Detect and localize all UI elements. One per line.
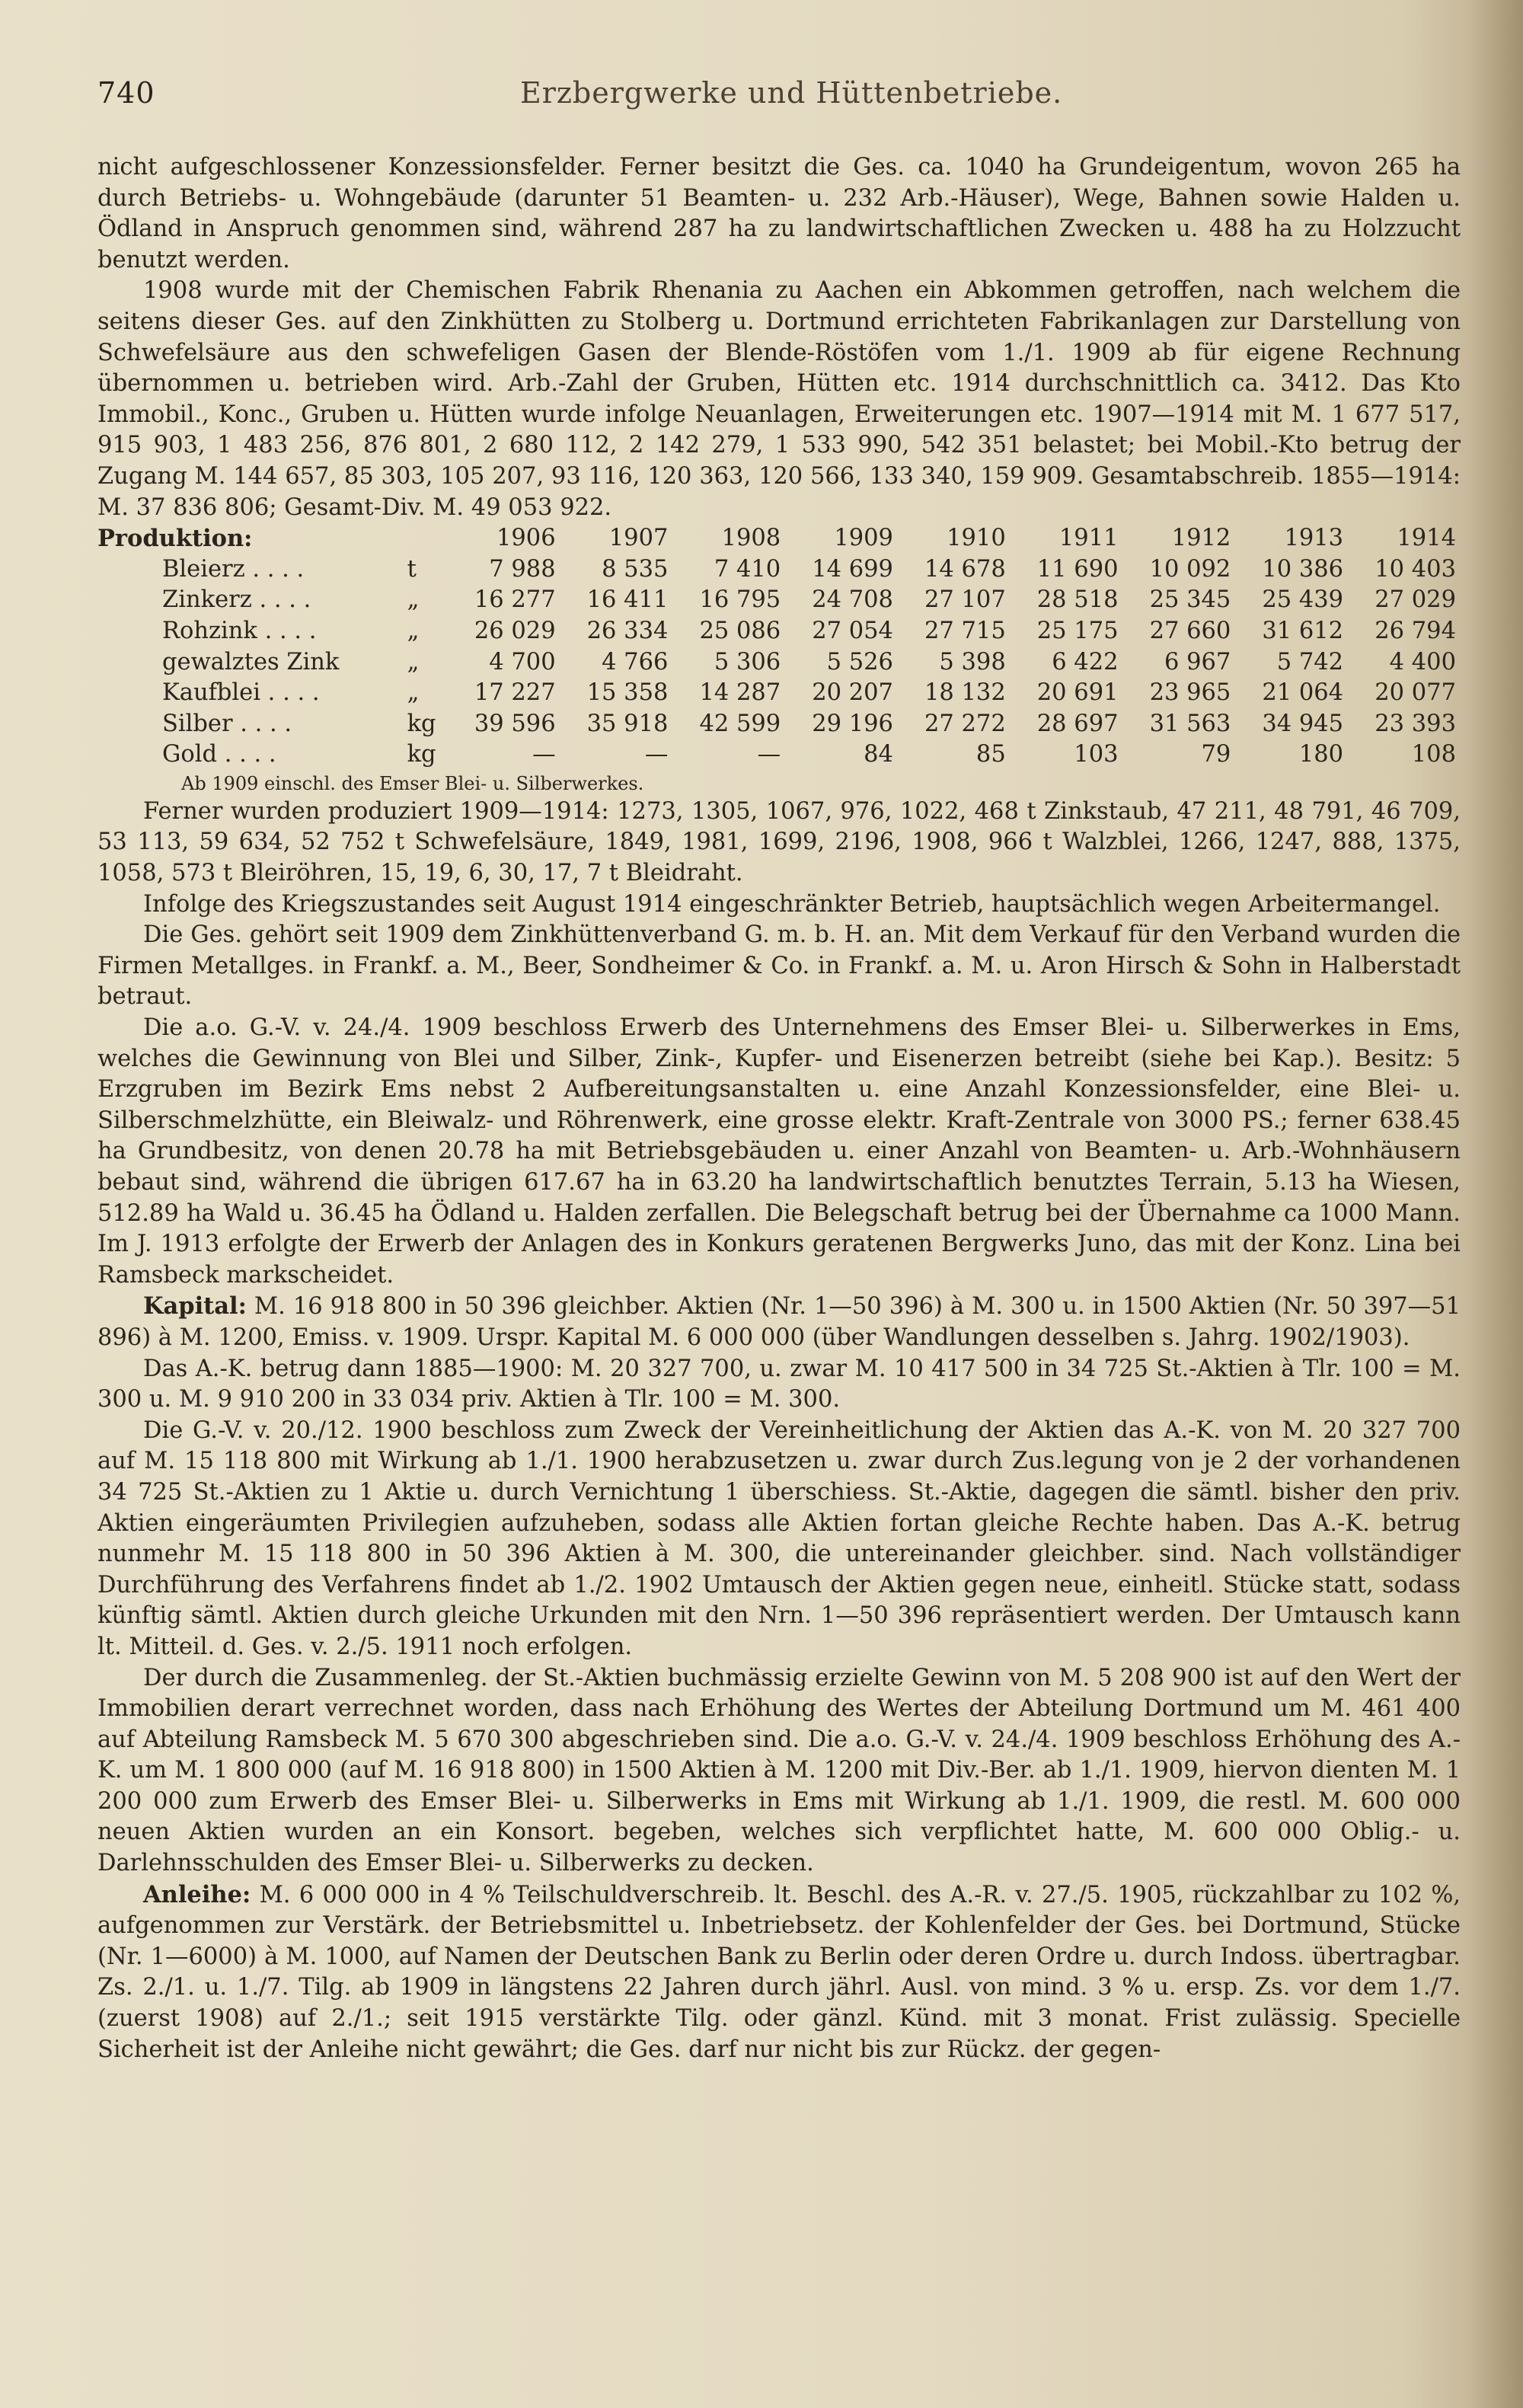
production-value: 25 345 <box>1149 586 1231 614</box>
production-value: 8 535 <box>602 555 669 583</box>
production-value: 26 029 <box>474 617 556 644</box>
production-row <box>97 709 1461 740</box>
paragraph-text: M. 16 918 800 in 50 396 gleichber. Aktien (Nr. 1—50 396) à M. 300 u. in 1500 Aktien (Nr. 50 397—51 896) à M. 1200, Emiss. v. 1909. Urspr. Kapital M. 6 000 000 (über Wandlungen desselben s. Jahrg. 1902/1903). <box>97 1293 1461 1351</box>
production-row <box>97 554 1461 586</box>
production-value: 27 272 <box>924 710 1006 737</box>
production-value: 28 518 <box>1036 586 1119 614</box>
product-unit: „ <box>407 586 420 614</box>
production-value: 103 <box>1074 741 1119 768</box>
year-header: 1914 <box>1397 525 1456 552</box>
paragraph <box>97 797 1461 889</box>
production-value: 16 277 <box>474 586 556 614</box>
product-unit: „ <box>407 648 420 675</box>
production-value: 6 967 <box>1164 648 1231 675</box>
product-name: Zinkerz . . . . <box>162 586 311 614</box>
production-value: — <box>644 741 669 768</box>
production-value: 21 064 <box>1262 679 1344 707</box>
paragraph-text: Die a.o. G.-V. v. 24./4. 1909 beschloss Erwerb des Unternehmens des Emser Blei- u. Silberwerkes in Ems, welches die Gewinnung von Blei und Silber, Zink-, Kupfer- und Eisenerzen betreibt (siehe bei Kap.). Besitz: 5 Erzgruben im Bezirk Ems nebst 2 Aufbereitungsanstalten u. eine Anzahl Konzessionsfelder, eine Blei- u. Silberschmelzhütte, ein Bleiwalz- und Röhrenwerk, eine grosse elektr. Kraft-Zentrale von 3000 PS.; ferner 638.45 ha Grundbesitz, von denen 20.78 ha mit Betriebsgebäuden u. einer Anzahl von Beamten- u. Arb.-Wohnhäusern bebaut sind, während die übrigen 617.67 ha in 63.20 ha landwirtschaftlich benutztes Terrain, 5.13 ha Wiesen, 512.89 ha Wald u. 36.45 ha Ödland u. Halden zerfallen. Die Belegschaft betrug bei der Übernahme ca 1000 Mann. Im J. 1913 erfolgte der Erwerb der Anlagen des in Konkurs geratenen Bergwerks Juno, das mit der Konz. Lina bei Ramsbeck markscheidet. <box>97 1014 1461 1289</box>
production-value: 26 794 <box>1375 617 1456 644</box>
production-value: 84 <box>864 741 893 768</box>
production-value: 27 715 <box>924 617 1006 644</box>
year-header: 1910 <box>947 525 1006 552</box>
production-value: 27 660 <box>1149 617 1231 644</box>
production-header-row <box>97 523 1461 554</box>
production-value: 35 918 <box>586 710 669 737</box>
production-value: — <box>757 741 781 768</box>
year-header: 1906 <box>496 525 556 552</box>
product-name: Gold . . . . <box>162 741 276 768</box>
production-value: 17 227 <box>474 679 556 707</box>
production-value: 5 526 <box>826 648 893 675</box>
production-value: 10 386 <box>1262 555 1344 583</box>
product-name: gewalztes Zink <box>162 648 340 675</box>
production-value: 4 766 <box>602 648 669 675</box>
production-value: 34 945 <box>1262 710 1344 737</box>
paragraph-text: Das A.-K. betrug dann 1885—1900: M. 20 327 700, u. zwar M. 10 417 500 in 34 725 St.-Aktien à Tlr. 100 = M. 300 u. M. 9 910 200 in 33 034 priv. Aktien à Tlr. 100 = M. 300. <box>97 1355 1461 1413</box>
production-value: 7 988 <box>489 555 556 583</box>
production-row <box>97 585 1461 616</box>
production-value: 5 742 <box>1276 648 1344 675</box>
production-value: 6 422 <box>1052 648 1119 675</box>
production-value: 5 398 <box>939 648 1006 675</box>
production-value: 108 <box>1411 741 1456 768</box>
production-value: 10 403 <box>1375 555 1456 583</box>
product-name: Bleierz . . . . <box>162 555 305 583</box>
production-value: 15 358 <box>586 679 669 707</box>
product-unit: „ <box>407 617 420 644</box>
production-value: 31 612 <box>1262 617 1344 644</box>
year-header: 1909 <box>834 525 893 552</box>
production-value: 27 107 <box>924 586 1006 614</box>
paragraph <box>97 1291 1461 1353</box>
paragraph-text: Der durch die Zusammenleg. der St.-Aktien buchmässig erzielte Gewinn von M. 5 208 900 ist auf den Wert der Immobilien derart verrechnet worden, dass nach Erhöhung des Wertes der Abteilung Dortmund um M. 461 400 auf Abteilung Ramsbeck M. 5 670 300 abgeschrieben sind. Die a.o. G.-V. v. 24./4. 1909 beschloss Erhöhung des A.-K. um M. 1 800 000 (auf M. 16 918 800) in 1500 Aktien à M. 1200 mit Div.-Ber. ab 1./1. 1909, hiervon dienten M. 1 200 000 zum Erwerb des Emser Blei- u. Silberwerks in Ems mit Wirkung ab 1./1. 1909, die restl. M. 600 000 neuen Aktien wurden an ein Konsort. begeben, welches sich verpflichtet hatte, M. 600 000 Oblig.- u. Darlehnsschulden des Emser Blei- u. Silberwerks zu decken. <box>97 1664 1461 1877</box>
paragraph <box>97 920 1461 1013</box>
production-value: 26 334 <box>586 617 669 644</box>
product-name: Silber . . . . <box>162 710 292 737</box>
production-value: 27 029 <box>1375 586 1456 614</box>
production-value: 23 965 <box>1149 679 1231 707</box>
paragraph <box>97 1663 1461 1879</box>
paragraph-text: Infolge des Kriegszustandes seit August 1914 eingeschränkter Betrieb, hauptsächlich wegen Arbeitermangel. <box>143 890 1441 918</box>
production-value: 16 795 <box>699 586 781 614</box>
production-value: 25 086 <box>699 617 781 644</box>
production-value: 18 132 <box>924 679 1006 707</box>
production-value: 79 <box>1201 741 1231 768</box>
production-value: 20 077 <box>1375 679 1456 707</box>
paragraph <box>97 1013 1461 1291</box>
paragraph <box>97 1416 1461 1663</box>
running-title: Erzbergwerke und Hüttenbetriebe. <box>520 76 1063 110</box>
production-value: 85 <box>975 741 1006 768</box>
paragraph <box>97 889 1461 921</box>
product-unit: „ <box>407 679 420 707</box>
paragraph-text: Die Ges. gehört seit 1909 dem Zinkhüttenverband G. m. b. H. an. Mit dem Verkauf für den Verband wurden die Firmen Metallges. in Frankf. a. M., Beer, Sondheimer & Co. in Frankf. a. M. u. Aron Hirsch & Sohn in Halberstadt betraut. <box>97 921 1461 1011</box>
product-name: Kaufblei . . . . <box>162 679 320 707</box>
production-value: 14 699 <box>812 555 893 583</box>
production-value: 4 700 <box>489 648 556 675</box>
production-value: 7 410 <box>714 555 781 583</box>
year-header: 1908 <box>721 525 781 552</box>
production-value: 29 196 <box>812 710 893 737</box>
production-row <box>97 647 1461 679</box>
production-value: 39 596 <box>474 710 556 737</box>
production-value: 25 175 <box>1036 617 1119 644</box>
product-unit: kg <box>407 741 436 768</box>
section-lead: Kapital: <box>143 1292 247 1321</box>
production-value: 5 306 <box>714 648 781 675</box>
paragraph-text: Ferner wurden produziert 1909—1914: 1273, 1305, 1067, 976, 1022, 468 t Zinkstaub, 47 211, 48 791, 46 709, 53 113, 59 634, 52 752 t Schwefelsäure, 1849, 1981, 1699, 2196, 1908, 966 t Walzblei, 1266, 1247, 888, 1375, 1058, 573 t Bleiröhren, 15, 19, 6, 30, 17, 7 t Bleidraht. <box>97 797 1461 887</box>
paragraph: 1908 wurde mit der Chemischen Fabrik Rhenania zu Aachen ein Abkommen getroffen, nach welchem die seitens dieser Ges. auf den Zinkhütten zu Stolberg u. Dortmund errichteten Fabrikanlagen zur Darstellung von Schwefelsäure aus den schwefeligen Gasen der Blende-Röstöfen vom 1./1. 1909 ab für eigene Rechnung übernommen u. betrieben wird. Arb.-Zahl der Gruben, Hütten etc. 1914 durchschnittlich ca. 3412. Das Kto Immobil., Konc., Gruben u. Hütten wurde infolge Neuanlagen, Erweiterungen etc. 1907—1914 mit M. 1 677 517, 915 903, 1 483 256, 876 801, 2 680 112, 2 142 279, 1 533 990, 542 351 belastet; bei Mobil.-Kto betrug der Zugang M. 144 657, 85 303, 105 207, 93 116, 120 363, 120 566, 133 340, 159 909. Gesamtabschreib. 1855—1914: M. 37 836 806; Gesamt-Div. M. 49 053 922. <box>97 277 1461 521</box>
year-header: 1913 <box>1284 525 1344 552</box>
production-value: 24 708 <box>812 586 893 614</box>
year-header: 1911 <box>1058 525 1119 552</box>
production-value: 23 393 <box>1375 710 1456 737</box>
production-value: 28 697 <box>1036 710 1119 737</box>
page-body <box>97 152 1461 2065</box>
year-header: 1907 <box>608 525 669 552</box>
paragraph-text: M. 6 000 000 in 4 % Teilschuldverschreib. lt. Beschl. des A.-R. v. 27./5. 1905, rückzahlbar zu 102 %, aufgenommen zur Verstärk. der Betriebsmittel u. Inbetriebsetz. der Kohlenfelder der Ges. bei Dortmund, Stücke (Nr. 1—6000) à M. 1000, auf Namen der Deutschen Bank zu Berlin oder deren Ordre u. durch Indoss. übertragbar. Zs. 2./1. u. 1./7. Tilg. ab 1909 in längstens 22 Jahren durch jährl. Ausl. von mind. 3 % u. ersp. Zs. vor dem 1./7. (zuerst 1908) auf 2./1.; seit 1915 verstärkte Tilg. oder gänzl. Künd. mit 3 monat. Frist zulässig. Specielle Sicherheit ist der Anleihe nicht gewährt; die Ges. darf nur nicht bis zur Rückz. der gegen- <box>97 1881 1461 2063</box>
production-value: 20 691 <box>1036 679 1119 707</box>
production-row <box>97 616 1461 647</box>
production-value: 4 400 <box>1389 648 1456 675</box>
production-value: 25 439 <box>1262 586 1344 614</box>
paragraph <box>97 1879 1461 2066</box>
production-value: 11 690 <box>1036 555 1119 583</box>
production-value: 14 678 <box>924 555 1006 583</box>
product-unit: kg <box>407 710 436 737</box>
product-name: Rohzink . . . . <box>162 617 317 644</box>
page-number: 740 <box>97 76 155 110</box>
production-value: 16 411 <box>586 586 669 614</box>
production-value: 42 599 <box>699 710 781 737</box>
production-value: 180 <box>1298 741 1344 768</box>
production-row <box>97 678 1461 709</box>
production-value: 27 054 <box>812 617 893 644</box>
year-header: 1912 <box>1171 525 1231 552</box>
paragraph-text: Die G.-V. v. 20./12. 1900 beschloss zum Zweck der Vereinheitlichung der Aktien das A.-K. von M. 20 327 700 auf M. 15 118 800 mit Wirkung ab 1./1. 1900 herabzusetzen u. zwar durch Zus.legung von je 2 der vorhandenen 34 725 St.-Aktien zu 1 Aktie u. durch Vernichtung 1 überschiess. St.-Aktie, dagegen die sämtl. bisher den priv. Aktien eingeräumten Privilegien aufzuheben, sodass alle Aktien fortan gleiche Rechte haben. Das A.-K. betrug nunmehr M. 15 118 800 in 50 396 Aktien à M. 300, die untereinander gleichber. sind. Nach vollständiger Durchführung des Verfahrens findet ab 1./2. 1902 Umtausch der Aktien gegen neue, einheitl. Stücke statt, sodass künftig sämtl. Aktien durch gleiche Urkunden mit den Nrn. 1—50 396 repräsentiert werden. Der Umtausch kann lt. Mitteil. d. Ges. v. 2./5. 1911 noch erfolgen. <box>97 1416 1461 1660</box>
section-lead: Anleihe: <box>143 1880 251 1908</box>
production-row <box>97 739 1461 771</box>
page-edge-shadow <box>1470 0 1523 2408</box>
production-value: 10 092 <box>1149 555 1231 583</box>
product-unit: t <box>407 555 417 583</box>
production-table <box>97 523 1461 771</box>
production-value: 20 207 <box>812 679 893 707</box>
production-value: 14 287 <box>699 679 781 707</box>
production-footnote: Ab 1909 einschl. des Emser Blei- u. Silberwerkes. <box>181 772 644 794</box>
production-label: Produktion: <box>97 525 253 553</box>
production-value: 31 563 <box>1149 710 1231 737</box>
paragraph <box>97 1354 1461 1416</box>
paragraph: nicht aufgeschlossener Konzessionsfelder. Ferner besitzt die Ges. ca. 1040 ha Grundeigentum, wovon 265 ha durch Betriebs- u. Wohngebäude (darunter 51 Beamten- u. 232 Arb.-Häuser), Wege, Bahnen sowie Halden u. Ödland in Anspruch genommen sind, während 287 ha zu landwirtschaftlichen Zwecken u. 488 ha zu Holzzucht benutzt werden. <box>97 154 1461 273</box>
production-value: — <box>532 741 556 768</box>
